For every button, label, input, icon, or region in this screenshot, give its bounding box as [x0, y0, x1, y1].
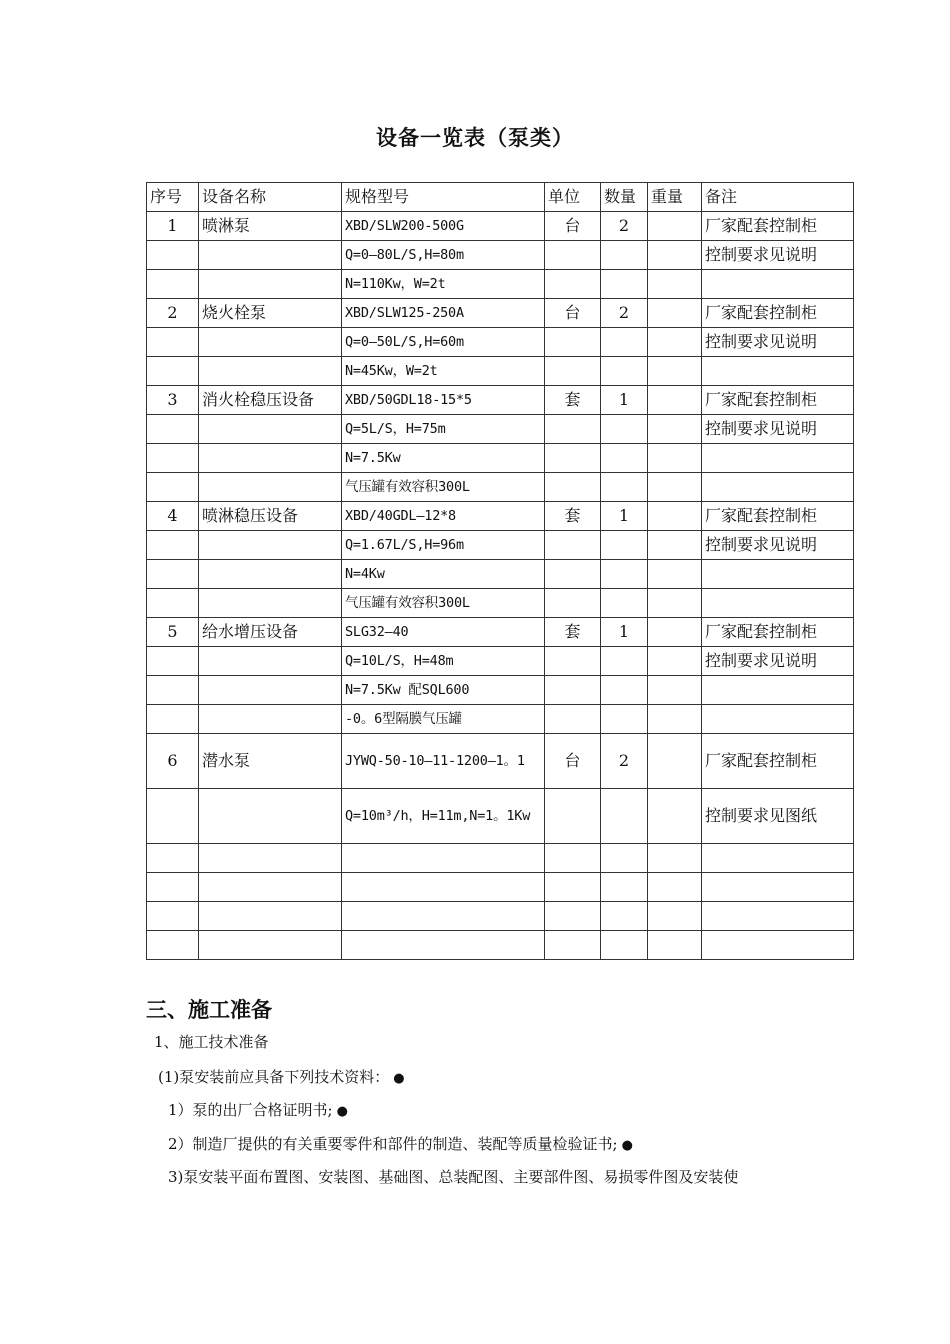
cell-unit — [545, 789, 601, 844]
cell-weight — [648, 357, 702, 386]
cell-weight — [648, 902, 702, 931]
cell-qty — [601, 873, 648, 902]
cell-name: 喷淋稳压设备 — [199, 502, 342, 531]
table-row — [147, 931, 854, 960]
table-row — [147, 560, 854, 589]
cell-qty — [601, 705, 648, 734]
cell-index: 6 — [147, 734, 199, 789]
cell-name — [199, 415, 342, 444]
cell-spec: N=45Kw，W=2t — [342, 357, 545, 386]
cell-index — [147, 415, 199, 444]
table-row — [147, 531, 854, 560]
cell-weight — [648, 415, 702, 444]
table-body — [147, 212, 854, 960]
cell-weight — [648, 241, 702, 270]
table-row — [147, 589, 854, 618]
header-index: 序号 — [147, 183, 199, 212]
cell-spec: 气压罐有效容积300L — [342, 589, 545, 618]
cell-weight — [648, 444, 702, 473]
cell-name — [199, 357, 342, 386]
cell-unit — [545, 589, 601, 618]
cell-index — [147, 589, 199, 618]
table-row — [147, 873, 854, 902]
cell-spec — [342, 902, 545, 931]
cell-remark: 厂家配套控制柜 — [702, 299, 854, 328]
cell-spec: Q=5L/S，H=75m — [342, 415, 545, 444]
cell-qty: 1 — [601, 386, 648, 415]
cell-weight — [648, 328, 702, 357]
cell-unit — [545, 873, 601, 902]
table-row — [147, 357, 854, 386]
cell-spec: Q=0—80L/S,H=80m — [342, 241, 545, 270]
cell-index: 3 — [147, 386, 199, 415]
cell-index — [147, 531, 199, 560]
cell-name — [199, 873, 342, 902]
table-row — [147, 270, 854, 299]
table-row — [147, 444, 854, 473]
cell-index: 4 — [147, 502, 199, 531]
cell-index — [147, 444, 199, 473]
cell-remark — [702, 705, 854, 734]
cell-remark: 控制要求见图纸 — [702, 789, 854, 844]
cell-qty — [601, 241, 648, 270]
page-title: 设备一览表（泵类） — [376, 126, 574, 150]
cell-spec: JYWQ-50-10—11-1200—1。1 — [342, 734, 545, 789]
cell-spec — [342, 931, 545, 960]
cell-unit — [545, 328, 601, 357]
cell-remark: 控制要求见说明 — [702, 415, 854, 444]
cell-unit — [545, 444, 601, 473]
header-weight: 重量 — [648, 183, 702, 212]
cell-remark — [702, 589, 854, 618]
cell-remark: 控制要求见说明 — [702, 531, 854, 560]
cell-remark: 厂家配套控制柜 — [702, 386, 854, 415]
cell-index — [147, 647, 199, 676]
cell-spec: XBD/SLW125-250A — [342, 299, 545, 328]
cell-unit: 套 — [545, 618, 601, 647]
cell-index — [147, 931, 199, 960]
cell-qty — [601, 531, 648, 560]
cell-unit — [545, 241, 601, 270]
cell-spec — [342, 844, 545, 873]
cell-name — [199, 647, 342, 676]
equipment-table — [146, 182, 854, 960]
cell-remark — [702, 270, 854, 299]
item-text: 3)泵安装平面布置图、安装图、基础图、总装配图、主要部件图、易损零件图及安装使 — [168, 1168, 739, 1186]
cell-name — [199, 531, 342, 560]
cell-remark: 厂家配套控制柜 — [702, 734, 854, 789]
cell-qty — [601, 270, 648, 299]
cell-weight — [648, 212, 702, 241]
cell-name — [199, 328, 342, 357]
cell-name: 喷淋泵 — [199, 212, 342, 241]
cell-weight — [648, 618, 702, 647]
cell-name — [199, 902, 342, 931]
cell-weight — [648, 676, 702, 705]
table-row — [147, 789, 854, 844]
table-row — [147, 902, 854, 931]
cell-remark — [702, 844, 854, 873]
cell-index — [147, 902, 199, 931]
list-item — [168, 1099, 348, 1120]
cell-weight — [648, 789, 702, 844]
bullet-icon: ● — [336, 1104, 348, 1119]
cell-spec: Q=10m³/h，H=11m,N=1。1Kw — [342, 789, 545, 844]
cell-spec: N=7.5Kw — [342, 444, 545, 473]
cell-index — [147, 270, 199, 299]
bullet-icon: ● — [621, 1138, 633, 1153]
table-row — [147, 502, 854, 531]
cell-spec: N=7.5Kw 配SQL600 — [342, 676, 545, 705]
cell-name — [199, 560, 342, 589]
cell-qty: 1 — [601, 618, 648, 647]
cell-qty — [601, 647, 648, 676]
item-text: 1）泵的出厂合格证明书; — [168, 1101, 333, 1119]
cell-spec: N=4Kw — [342, 560, 545, 589]
header-name: 设备名称 — [199, 183, 342, 212]
cell-index — [147, 873, 199, 902]
cell-name — [199, 705, 342, 734]
cell-qty — [601, 589, 648, 618]
cell-qty — [601, 789, 648, 844]
cell-weight — [648, 734, 702, 789]
table-row — [147, 734, 854, 789]
cell-qty: 1 — [601, 502, 648, 531]
table-row — [147, 676, 854, 705]
cell-remark — [702, 473, 854, 502]
cell-weight — [648, 844, 702, 873]
cell-weight — [648, 873, 702, 902]
cell-unit: 台 — [545, 734, 601, 789]
cell-name — [199, 241, 342, 270]
cell-spec: -0。6型隔膜气压罐 — [342, 705, 545, 734]
bullet-icon: ● — [393, 1071, 405, 1086]
cell-name: 潜水泵 — [199, 734, 342, 789]
cell-name — [199, 589, 342, 618]
cell-remark: 厂家配套控制柜 — [702, 502, 854, 531]
cell-unit: 套 — [545, 386, 601, 415]
cell-unit — [545, 705, 601, 734]
list-item — [168, 1133, 633, 1154]
cell-qty — [601, 357, 648, 386]
cell-index — [147, 328, 199, 357]
header-unit: 单位 — [545, 183, 601, 212]
cell-index: 1 — [147, 212, 199, 241]
cell-weight — [648, 560, 702, 589]
cell-spec: XBD/50GDL18-15*5 — [342, 386, 545, 415]
cell-name — [199, 931, 342, 960]
cell-remark: 控制要求见说明 — [702, 241, 854, 270]
cell-spec: XBD/SLW200-500G — [342, 212, 545, 241]
cell-remark: 控制要求见说明 — [702, 328, 854, 357]
cell-weight — [648, 531, 702, 560]
table-header-row — [147, 183, 854, 212]
cell-qty — [601, 444, 648, 473]
cell-qty: 2 — [601, 299, 648, 328]
cell-remark — [702, 444, 854, 473]
table-row — [147, 705, 854, 734]
cell-remark — [702, 676, 854, 705]
cell-name — [199, 789, 342, 844]
cell-unit — [545, 931, 601, 960]
table-row — [147, 212, 854, 241]
cell-remark — [702, 873, 854, 902]
cell-name — [199, 270, 342, 299]
cell-unit — [545, 415, 601, 444]
cell-index — [147, 705, 199, 734]
table-row — [147, 647, 854, 676]
cell-unit — [545, 357, 601, 386]
cell-unit — [545, 473, 601, 502]
table-row — [147, 415, 854, 444]
cell-spec: SLG32—40 — [342, 618, 545, 647]
table-row — [147, 618, 854, 647]
cell-spec: Q=0—50L/S,H=60m — [342, 328, 545, 357]
table-row — [147, 328, 854, 357]
cell-remark: 厂家配套控制柜 — [702, 212, 854, 241]
cell-weight — [648, 299, 702, 328]
cell-weight — [648, 931, 702, 960]
cell-weight — [648, 589, 702, 618]
cell-spec: XBD/40GDL—12*8 — [342, 502, 545, 531]
cell-unit — [545, 902, 601, 931]
cell-spec — [342, 873, 545, 902]
cell-index — [147, 676, 199, 705]
table-row — [147, 844, 854, 873]
cell-weight — [648, 473, 702, 502]
cell-name: 给水增压设备 — [199, 618, 342, 647]
list-item — [158, 1066, 405, 1087]
section-heading: 三、施工准备 — [146, 998, 272, 1022]
cell-weight — [648, 386, 702, 415]
item-text: 2）制造厂提供的有关重要零件和部件的制造、装配等质量检验证书; — [168, 1135, 618, 1153]
header-qty: 数量 — [601, 183, 648, 212]
cell-spec: Q=1.67L/S,H=96m — [342, 531, 545, 560]
table-row — [147, 473, 854, 502]
cell-qty — [601, 560, 648, 589]
cell-index — [147, 241, 199, 270]
cell-qty — [601, 902, 648, 931]
cell-name — [199, 444, 342, 473]
table-row — [147, 299, 854, 328]
cell-weight — [648, 270, 702, 299]
cell-name — [199, 473, 342, 502]
cell-unit — [545, 270, 601, 299]
cell-qty — [601, 931, 648, 960]
cell-index — [147, 473, 199, 502]
cell-spec: Q=10L/S，H=48m — [342, 647, 545, 676]
cell-remark: 厂家配套控制柜 — [702, 618, 854, 647]
cell-unit — [545, 647, 601, 676]
cell-unit — [545, 560, 601, 589]
cell-unit: 套 — [545, 502, 601, 531]
cell-index — [147, 789, 199, 844]
cell-qty — [601, 844, 648, 873]
sub-heading: 1、施工技术准备 — [154, 1033, 269, 1051]
cell-name — [199, 676, 342, 705]
cell-remark — [702, 357, 854, 386]
cell-unit — [545, 844, 601, 873]
header-remark: 备注 — [702, 183, 854, 212]
cell-remark — [702, 560, 854, 589]
cell-qty — [601, 415, 648, 444]
cell-unit: 台 — [545, 212, 601, 241]
header-spec: 规格型号 — [342, 183, 545, 212]
cell-name: 烧火栓泵 — [199, 299, 342, 328]
table-row — [147, 386, 854, 415]
cell-weight — [648, 705, 702, 734]
cell-weight — [648, 502, 702, 531]
cell-qty — [601, 473, 648, 502]
list-item — [168, 1166, 738, 1187]
cell-remark: 控制要求见说明 — [702, 647, 854, 676]
cell-qty: 2 — [601, 734, 648, 789]
cell-unit — [545, 531, 601, 560]
cell-remark — [702, 931, 854, 960]
cell-name — [199, 844, 342, 873]
cell-weight — [648, 647, 702, 676]
cell-index — [147, 844, 199, 873]
item-text: (1)泵安装前应具备下列技术资料： — [158, 1068, 390, 1086]
cell-index: 5 — [147, 618, 199, 647]
table-row — [147, 241, 854, 270]
cell-index: 2 — [147, 299, 199, 328]
cell-spec: 气压罐有效容积300L — [342, 473, 545, 502]
cell-spec: N=110Kw，W=2t — [342, 270, 545, 299]
cell-name: 消火栓稳压设备 — [199, 386, 342, 415]
cell-unit — [545, 676, 601, 705]
cell-remark — [702, 902, 854, 931]
cell-unit: 台 — [545, 299, 601, 328]
cell-index — [147, 357, 199, 386]
cell-qty: 2 — [601, 212, 648, 241]
cell-qty — [601, 676, 648, 705]
cell-index — [147, 560, 199, 589]
cell-qty — [601, 328, 648, 357]
